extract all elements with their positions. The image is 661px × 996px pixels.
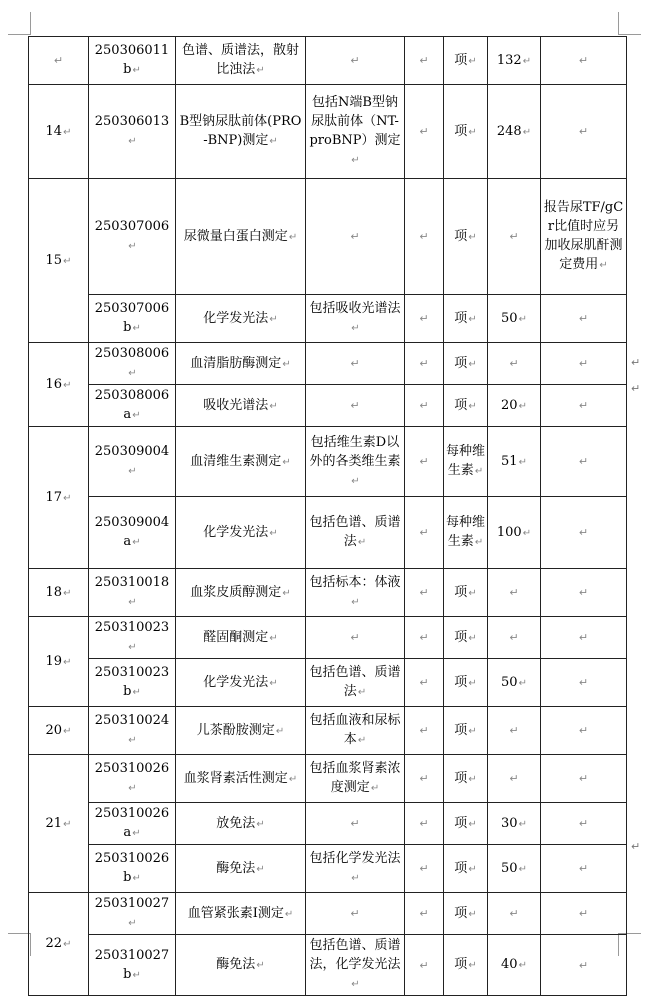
item-name-cell: 血清脂肪酶测定↵ (176, 343, 306, 385)
item-number-cell: 14↵ (29, 85, 89, 179)
except-content-cell: ↵ (405, 617, 444, 659)
note-cell: ↵ (541, 845, 627, 893)
item-code-cell: 250310026b↵ (89, 845, 176, 893)
note-cell: ↵ (541, 37, 627, 85)
table-row (29, 343, 627, 385)
unit-cell: 项↵ (444, 343, 488, 385)
table-row (29, 893, 627, 935)
except-content-cell: ↵ (405, 845, 444, 893)
unit-cell: 项↵ (444, 935, 488, 996)
table-row (29, 427, 627, 497)
price-cell: ↵ (488, 707, 541, 755)
item-code-cell: 250310026a↵ (89, 803, 176, 845)
except-content-cell: ↵ (405, 893, 444, 935)
note-cell: ↵ (541, 893, 627, 935)
price-cell: ↵ (488, 569, 541, 617)
except-content-cell: ↵ (405, 85, 444, 179)
page-corner-top-right (618, 12, 641, 35)
item-content-cell: 包括维生素D以外的各类维生素↵ (306, 427, 405, 497)
note-cell: ↵ (541, 385, 627, 427)
item-code-cell: 250307006b↵ (89, 295, 176, 343)
note-cell: ↵ (541, 497, 627, 569)
table-row (29, 803, 627, 845)
item-number-cell: 17↵ (29, 427, 89, 569)
item-content-cell: 包括吸收光谱法↵ (306, 295, 405, 343)
item-name-cell: 酶免法↵ (176, 935, 306, 996)
item-code-cell: 250306013↵ (89, 85, 176, 179)
unit-cell: 每种维生素↵ (444, 497, 488, 569)
unit-cell: 项↵ (444, 803, 488, 845)
item-number-cell: 20↵ (29, 707, 89, 755)
unit-cell: 项↵ (444, 893, 488, 935)
price-table (28, 36, 627, 996)
item-number-cell: 22↵ (29, 893, 89, 996)
item-number-cell: 16↵ (29, 343, 89, 427)
item-content-cell: 包括色谱、质谱法↵ (306, 497, 405, 569)
item-code-cell: 250308006↵ (89, 343, 176, 385)
item-code-cell: 250310027b↵ (89, 935, 176, 996)
item-content-cell: ↵ (306, 385, 405, 427)
except-content-cell: ↵ (405, 37, 444, 85)
price-cell: ↵ (488, 893, 541, 935)
item-name-cell: 化学发光法↵ (176, 497, 306, 569)
item-content-cell: ↵ (306, 617, 405, 659)
unit-cell: 项↵ (444, 569, 488, 617)
item-name-cell: 血管紧张素I测定↵ (176, 893, 306, 935)
item-name-cell: B型钠尿肽前体(PRO-BNP)测定↵ (176, 85, 306, 179)
unit-cell: 项↵ (444, 37, 488, 85)
item-name-cell: 儿茶酚胺测定↵ (176, 707, 306, 755)
table-row (29, 179, 627, 295)
item-content-cell: ↵ (306, 893, 405, 935)
price-cell: 50↵ (488, 845, 541, 893)
table-row (29, 569, 627, 617)
item-code-cell: 250310023↵ (89, 617, 176, 659)
note-cell: ↵ (541, 803, 627, 845)
item-number-cell: 21↵ (29, 755, 89, 893)
note-cell: 报告尿TF/gCr比值时应另加收尿肌酐测定费用↵ (541, 179, 627, 295)
item-number-cell: 19↵ (29, 617, 89, 707)
item-content-cell: ↵ (306, 803, 405, 845)
item-content-cell: 包括血浆肾素浓度测定↵ (306, 755, 405, 803)
price-cell: 50↵ (488, 295, 541, 343)
item-code-cell: 250307006↵ (89, 179, 176, 295)
except-content-cell: ↵ (405, 295, 444, 343)
unit-cell: 项↵ (444, 179, 488, 295)
item-code-cell: 250310027↵ (89, 893, 176, 935)
item-number-cell: 15↵ (29, 179, 89, 343)
item-number-cell: ↵ (29, 37, 89, 85)
price-cell: 20↵ (488, 385, 541, 427)
price-cell: 248↵ (488, 85, 541, 179)
table-row (29, 617, 627, 659)
note-cell: ↵ (541, 343, 627, 385)
item-name-cell: 放免法↵ (176, 803, 306, 845)
item-name-cell: 醛固酮测定↵ (176, 617, 306, 659)
table-row (29, 845, 627, 893)
item-name-cell: 化学发光法↵ (176, 295, 306, 343)
unit-cell: 每种维生素↵ (444, 427, 488, 497)
note-cell: ↵ (541, 85, 627, 179)
item-name-cell: 尿微量白蛋白测定↵ (176, 179, 306, 295)
price-cell: 51↵ (488, 427, 541, 497)
note-cell: ↵ (541, 755, 627, 803)
table-row (29, 385, 627, 427)
item-content-cell: 包括色谱、质谱法，化学发光法↵ (306, 935, 405, 996)
table-row (29, 497, 627, 569)
item-code-cell: 250308006a↵ (89, 385, 176, 427)
item-code-cell: 250310023b↵ (89, 659, 176, 707)
item-name-cell: 酶免法↵ (176, 845, 306, 893)
except-content-cell: ↵ (405, 935, 444, 996)
except-content-cell: ↵ (405, 497, 444, 569)
item-code-cell: 250310018↵ (89, 569, 176, 617)
item-content-cell: ↵ (306, 179, 405, 295)
unit-cell: 项↵ (444, 385, 488, 427)
except-content-cell: ↵ (405, 755, 444, 803)
unit-cell: 项↵ (444, 845, 488, 893)
item-code-cell: 250310024↵ (89, 707, 176, 755)
table-row (29, 85, 627, 179)
unit-cell: 项↵ (444, 85, 488, 179)
item-content-cell: 包括化学发光法↵ (306, 845, 405, 893)
table-row (29, 755, 627, 803)
margin-mark: ↵ (631, 382, 641, 395)
item-number-cell: 18↵ (29, 569, 89, 617)
item-name-cell: 血浆皮质醇测定↵ (176, 569, 306, 617)
price-cell: 132↵ (488, 37, 541, 85)
table-row (29, 935, 627, 996)
table-row (29, 659, 627, 707)
item-name-cell: 血清维生素测定↵ (176, 427, 306, 497)
price-cell: ↵ (488, 179, 541, 295)
table-row (29, 295, 627, 343)
item-name-cell: 血浆肾素活性测定↵ (176, 755, 306, 803)
unit-cell: 项↵ (444, 659, 488, 707)
table-row (29, 707, 627, 755)
unit-cell: 项↵ (444, 295, 488, 343)
margin-mark: ↵ (631, 356, 641, 369)
unit-cell: 项↵ (444, 707, 488, 755)
except-content-cell: ↵ (405, 569, 444, 617)
item-content-cell: 包括标本：体液↵ (306, 569, 405, 617)
note-cell: ↵ (541, 935, 627, 996)
price-cell: 50↵ (488, 659, 541, 707)
note-cell: ↵ (541, 295, 627, 343)
price-cell: 40↵ (488, 935, 541, 996)
except-content-cell: ↵ (405, 179, 444, 295)
price-cell: 100↵ (488, 497, 541, 569)
item-code-cell: 250309004a↵ (89, 497, 176, 569)
price-cell: ↵ (488, 617, 541, 659)
unit-cell: 项↵ (444, 617, 488, 659)
price-cell: 30↵ (488, 803, 541, 845)
item-code-cell: 250310026↵ (89, 755, 176, 803)
item-content-cell: 包括N端B型钠尿肽前体（NT-proBNP）测定↵ (306, 85, 405, 179)
unit-cell: 项↵ (444, 755, 488, 803)
price-cell: ↵ (488, 755, 541, 803)
except-content-cell: ↵ (405, 427, 444, 497)
item-code-cell: 250309004↵ (89, 427, 176, 497)
note-cell: ↵ (541, 707, 627, 755)
item-name-cell: 色谱、质谱法，散射比浊法↵ (176, 37, 306, 85)
price-cell: ↵ (488, 343, 541, 385)
page-corner-top-left (8, 12, 31, 35)
item-content-cell: ↵ (306, 37, 405, 85)
item-content-cell: 包括色谱、质谱法↵ (306, 659, 405, 707)
item-content-cell: 包括血液和尿标本↵ (306, 707, 405, 755)
except-content-cell: ↵ (405, 659, 444, 707)
margin-mark: ↵ (631, 840, 641, 853)
except-content-cell: ↵ (405, 343, 444, 385)
except-content-cell: ↵ (405, 803, 444, 845)
note-cell: ↵ (541, 617, 627, 659)
except-content-cell: ↵ (405, 707, 444, 755)
item-code-cell: 250306011b↵ (89, 37, 176, 85)
note-cell: ↵ (541, 427, 627, 497)
except-content-cell: ↵ (405, 385, 444, 427)
item-name-cell: 化学发光法↵ (176, 659, 306, 707)
item-content-cell: ↵ (306, 343, 405, 385)
note-cell: ↵ (541, 569, 627, 617)
table-row (29, 37, 627, 85)
item-name-cell: 吸收光谱法↵ (176, 385, 306, 427)
note-cell: ↵ (541, 659, 627, 707)
